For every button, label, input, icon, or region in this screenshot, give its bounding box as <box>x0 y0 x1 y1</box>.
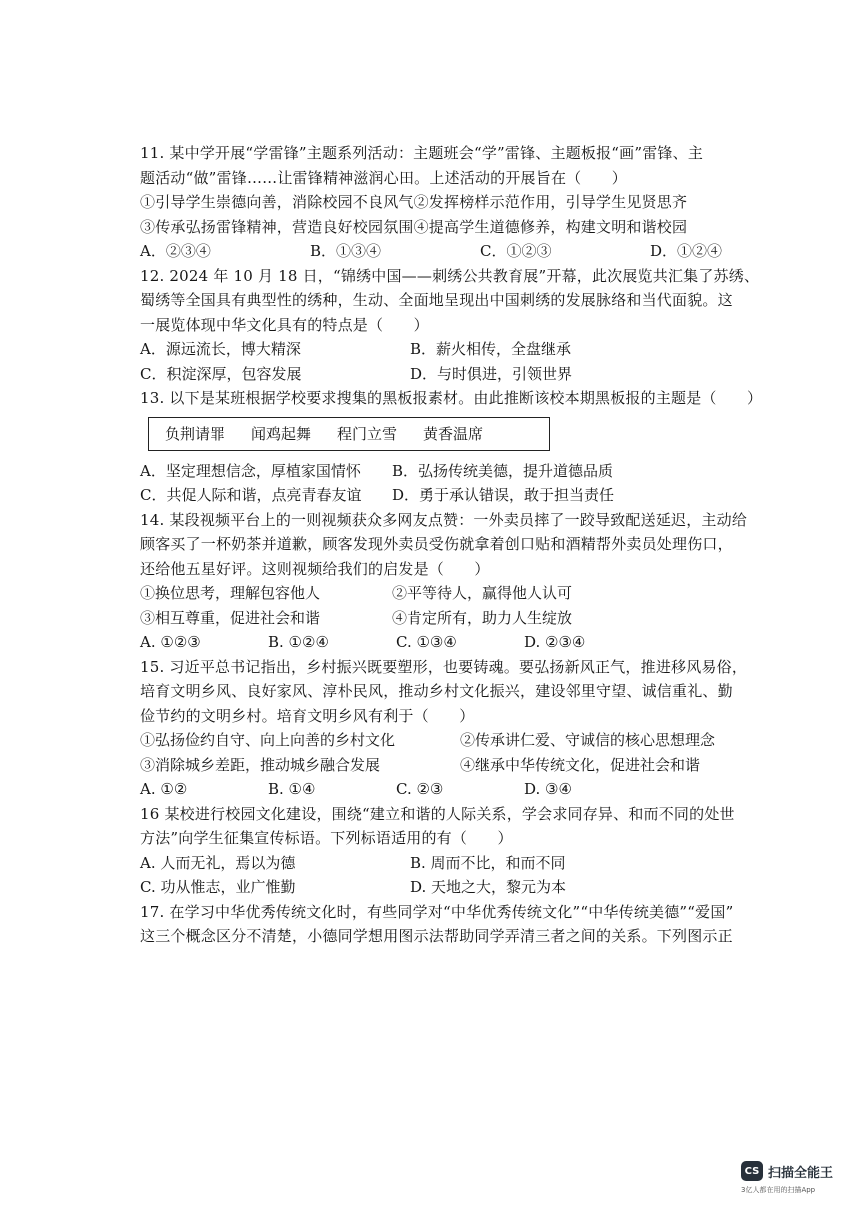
q12-stem-line-3: 一展览体现中华文化具有的特点是（ ） <box>140 315 429 334</box>
q13-stem-line-1: 13. 以下是某班根据学校要求搜集的黑板报素材。由此推断该校本期黑板报的主题是（ ） <box>140 389 763 407</box>
q11-option-b: B．①③④ <box>310 242 382 260</box>
q14-option-c: C. ①③④ <box>396 633 457 651</box>
q11-item-line-1: ①引导学生崇德向善，消除校园不良风气②发挥榜样示范作用，引导学生见贤思齐 <box>140 193 688 211</box>
q11-stem-line-1: 11. 某中学开展“学雷锋”主题系列活动：主题班会“学”雷锋、主题板报“画”雷锋、主 <box>140 144 704 162</box>
q12-stem-line-1: 12. 2024 年 10 月 18 日，“锦绣中国——刺绣公共教育展”开幕，此次展览共汇集了苏绣、 <box>140 266 760 285</box>
idiom-3: 程门立雪 <box>337 425 398 443</box>
q12-option-d: D．与时俱进，引领世界 <box>410 364 573 383</box>
q15-stem-line-2: 培育文明乡风、良好家风、淳朴民风，推动乡村文化振兴，建设邻里守望、诚信重礼、勤 <box>140 682 733 700</box>
q17-stem-line-1: 17. 在学习中华优秀传统文化时，有些同学对“中华优秀传统文化”“中华传统美德”“爱国” <box>140 902 734 921</box>
q14-options <box>140 630 820 655</box>
q16-options-row-2 <box>140 875 820 900</box>
q11-option-d: D．①②④ <box>650 242 723 260</box>
q14-option-d: D. ②③④ <box>524 633 586 651</box>
q16-option-b: B. 周而不比，和而不同 <box>410 853 566 872</box>
q16-option-c: C. 功从惟志，业广惟勤 <box>140 878 296 896</box>
q14-item-1: ①换位思考，理解包容他人 <box>140 584 321 602</box>
q15-items-row-2 <box>140 753 820 778</box>
idiom-1: 负荆请罪 <box>165 425 226 443</box>
question-13 <box>140 386 820 508</box>
idiom-4: 黄香温席 <box>423 425 484 443</box>
q14-stem-line-2: 顾客买了一杯奶茶并道歉，顾客发现外卖员受伤就拿着创口贴和酒精帮外卖员处理伤口， <box>140 535 733 553</box>
q17-stem-line-2: 这三个概念区分不清楚，小德同学想用图示法帮助同学弄清三者之间的关系。下列图示正 <box>140 927 733 945</box>
q14-item-2: ②平等待人，赢得他人认可 <box>392 584 573 602</box>
q15-stem-line-1: 15. 习近平总书记指出，乡村振兴既要塑形，也要铸魂。要弘扬新风正气，推进移风易俗， <box>140 657 748 676</box>
q13-options-row-2 <box>140 483 820 508</box>
question-12 <box>140 264 820 387</box>
q16-stem-line-1: 16 某校进行校园文化建设，围绕“建立和谐的人际关系，学会求同存异、和而不同的处世 <box>140 804 735 823</box>
q14-item-4: ④肯定所有，助力人生绽放 <box>392 608 573 627</box>
q14-option-a: A. ①②③ <box>140 633 201 651</box>
q15-item-2: ②传承讲仁爱、守诚信的核心思想理念 <box>460 731 716 749</box>
q15-options <box>140 777 820 802</box>
q15-item-4: ④继承中华传统文化，促进社会和谐 <box>460 755 701 774</box>
q15-item-1: ①弘扬俭约自守、向上向善的乡村文化 <box>140 731 396 749</box>
question-16 <box>140 802 820 900</box>
q11-stem-line-2: 题活动“做”雷锋……让雷锋精神滋润心田。上述活动的开展旨在（ ） <box>140 168 627 187</box>
question-11 <box>140 141 820 264</box>
q14-stem-line-1: 14. 某段视频平台上的一则视频获众多网友点赞：一外卖员摔了一跤导致配送延迟，主动给 <box>140 510 748 529</box>
q15-option-b: B. ①④ <box>268 780 316 798</box>
q14-option-b: B. ①②④ <box>268 633 329 651</box>
q11-item-line-2: ③传承弘扬雷锋精神，营造良好校园氛围④提高学生道德修养，构建文明和谐校园 <box>140 217 688 236</box>
question-list <box>140 141 820 949</box>
scanner-watermark <box>741 1161 833 1181</box>
q13-option-d: D．勇于承认错误，敢于担当责任 <box>392 486 615 504</box>
q13-option-a: A．坚定理想信念，厚植家国情怀 <box>140 461 361 480</box>
scanner-tagline: 3亿人都在用的扫描App <box>741 1186 816 1194</box>
q12-option-a: A．源远流长，博大精深 <box>140 340 301 358</box>
q16-option-a: A. 人而无礼，焉以为德 <box>140 853 296 872</box>
q14-item-3: ③相互尊重，促进社会和谐 <box>140 608 321 627</box>
question-15 <box>140 655 820 802</box>
camscanner-logo-icon: CS <box>741 1161 763 1181</box>
q12-option-b: B．薪火相传，全盘继承 <box>410 340 572 358</box>
q16-option-d: D. 天地之大，黎元为本 <box>410 878 567 896</box>
q12-stem-line-2: 蜀绣等全国具有典型性的绣种，生动、全面地呈现出中国刺绣的发展脉络和当代面貌。这 <box>140 291 733 309</box>
q13-option-b: B．弘扬传统美德，提升道德品质 <box>392 461 614 480</box>
q11-option-a: A．②③④ <box>140 242 211 260</box>
q16-options-row-1 <box>140 851 820 876</box>
q15-stem-line-3: 俭节约的文明乡村。培育文明乡风有利于（ ） <box>140 706 475 725</box>
q15-option-d: D. ③④ <box>524 780 572 798</box>
q11-option-c: C．①②③ <box>480 242 552 260</box>
question-17 <box>140 900 820 949</box>
scanner-app-name: 扫描全能王 <box>768 1165 834 1181</box>
q16-stem-line-2: 方法”向学生征集宣传标语。下列标语适用的有（ ） <box>140 829 513 847</box>
q13-options-row-1 <box>140 459 820 484</box>
q14-stem-line-3: 还给他五星好评。这则视频给我们的启发是（ ） <box>140 559 490 578</box>
idiom-2: 闻鸡起舞 <box>251 425 312 443</box>
q12-options-row-1 <box>140 337 820 362</box>
q15-item-3: ③消除城乡差距，推动城乡融合发展 <box>140 755 381 774</box>
q14-items-row-1 <box>140 581 820 606</box>
question-14 <box>140 508 820 655</box>
q13-option-c: C．共促人际和谐，点亮青春友谊 <box>140 486 362 504</box>
q11-options <box>140 239 820 264</box>
q15-option-c: C. ②③ <box>396 780 444 798</box>
blackboard-material-box <box>148 417 550 451</box>
q15-items-row-1 <box>140 728 820 753</box>
q12-option-c: C．积淀深厚，包容发展 <box>140 364 302 383</box>
q14-items-row-2 <box>140 606 820 631</box>
q12-options-row-2 <box>140 362 820 387</box>
q15-option-a: A. ①② <box>140 780 188 798</box>
